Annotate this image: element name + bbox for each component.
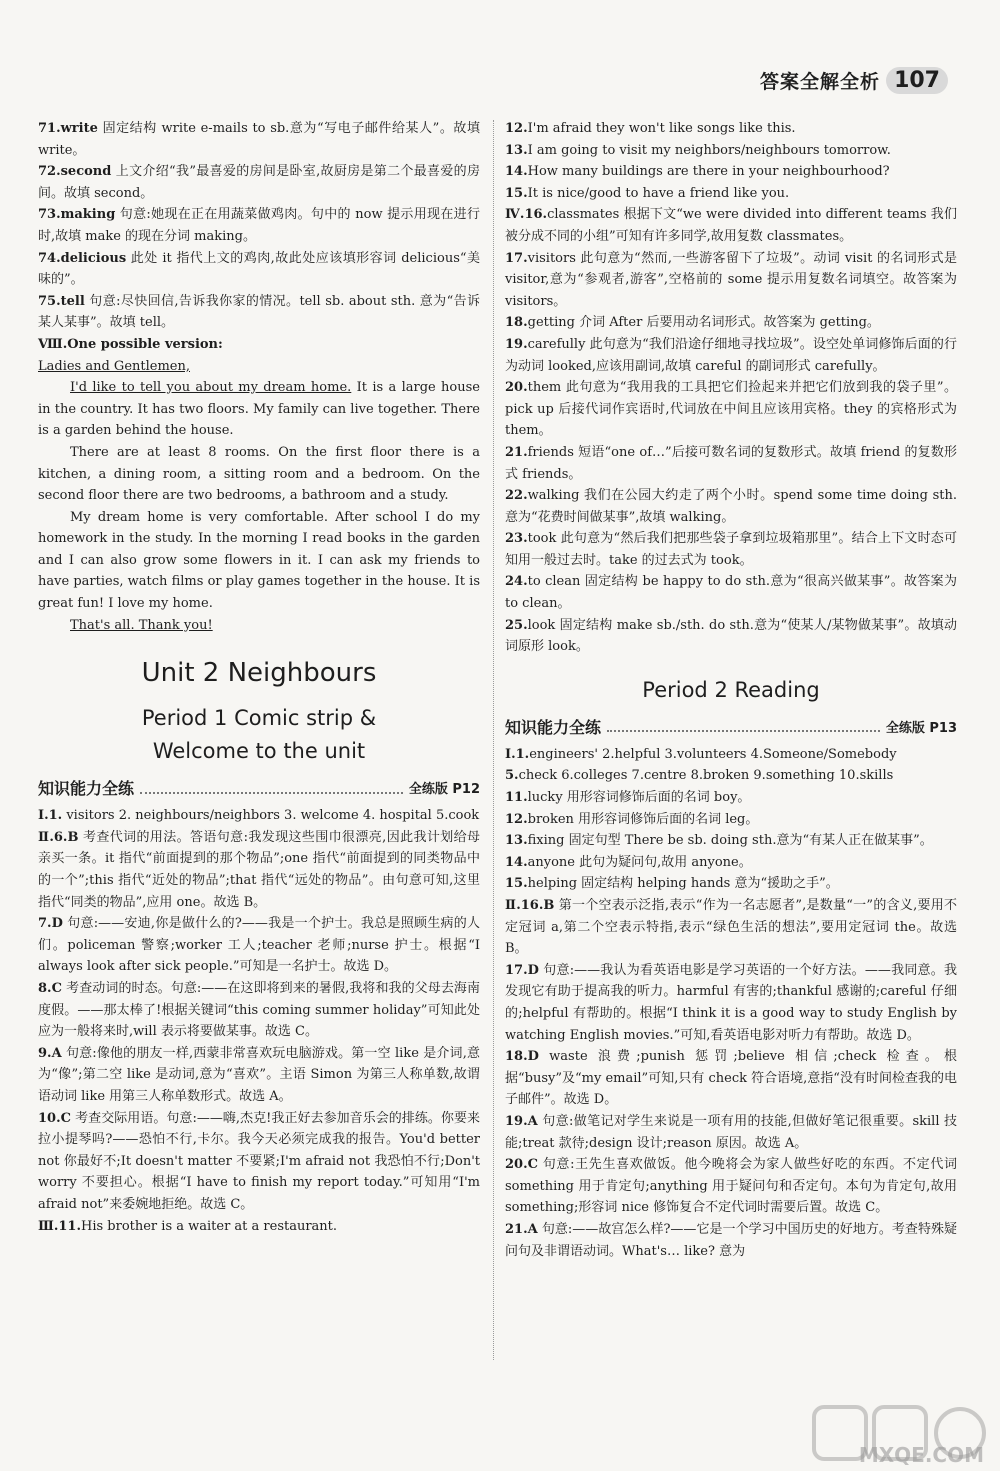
answer-item [505, 183, 957, 205]
essay-paragraph-1-rest: It is a large house in the country. It has two floors. My family can live together. There is a garden behind the house. [38, 380, 480, 439]
answer-item [505, 377, 957, 442]
answer-number: Ⅱ.16.B [505, 898, 555, 913]
answer-item [505, 615, 957, 658]
answer-item [505, 1046, 957, 1111]
answer-item [505, 571, 957, 614]
answer-number: 9.A [38, 1045, 62, 1061]
answer-explanation: 句意:——安迪,你是做什么的?——我是一个护士。我总是照顾生病的人们。policeman 警察;worker 工人;teacher 老师;nurse 护士。根据“I always look after sick people.”可知是一名护士。故选 D。 [38, 916, 480, 975]
answer-item [505, 873, 957, 895]
answer-item [505, 765, 957, 787]
section-label: 知识能力全练 [38, 779, 135, 799]
column-divider [493, 120, 494, 1360]
answer-number: 7.D [38, 916, 63, 932]
answer-explanation: look 固定结构 make sb./sth. do sth.意为“使某人/某物做某事”。故填动词原形 look。 [505, 617, 957, 655]
answer-list-12-25 [505, 118, 957, 658]
answer-explanation: 固定结构 write e-mails to sb.意为“写电子邮件给某人”。故填 write。 [38, 121, 480, 158]
answer-explanation: 句意:——故宫怎么样?——它是一个学习中国历史的好地方。考查特殊疑问句及非谓语动词。What's… like? 意为 [505, 1221, 957, 1259]
answer-item [505, 204, 957, 247]
answer-list-period-2 [505, 744, 957, 1262]
answer-explanation: walking 我们在公园大约走了两个小时。spend some time doing sth.意为“花费时间做某事”,故填 walking。 [505, 488, 957, 525]
answer-explanation: 句意:——我认为看英语电影是学习英语的一个好方法。——我同意。我发现它有助于提高我的听力。harmful 有害的;thankful 感谢的;careful 仔细的;helpful 有帮助的。根据“I think it is a good way to study English by watching English movies.”可知,看英语电影对听力有帮助。故选 D。 [505, 962, 957, 1043]
answer-number: Ⅰ.1. [505, 746, 530, 762]
answer-number: 13. [505, 833, 528, 849]
answer-item [505, 528, 957, 571]
answer-number: 17.D [505, 962, 539, 978]
answer-item [505, 1111, 957, 1154]
answer-item [38, 913, 480, 978]
answer-item [38, 1043, 480, 1108]
answer-explanation: them 此句意为“我用我的工具把它们捡起来并把它们放到我的袋子里”。pick up 后接代词作宾语时,代词放在中间且应该用宾格。they 的宾格形式为 them。 [505, 380, 957, 439]
answer-explanation: visitors 2. neighbours/neighbors 3. welcome 4. hospital 5.cook [62, 808, 480, 824]
period-1-title [38, 702, 480, 768]
answer-item [505, 830, 957, 852]
answer-item [38, 805, 480, 827]
watermark-text: MXQE.COM [858, 1443, 984, 1467]
answer-number: 17. [505, 250, 528, 266]
essay-greeting: Ladies and Gentlemen, [38, 358, 190, 374]
essay-paragraph-1 [38, 377, 480, 442]
essay-paragraph-3: My dream home is very comfortable. After school I do my homework in the study. In the morning I read books in the garden and I can also grow some flowers in it. I can ask my friends to have parties, watch films or play games together in the house. It is great fun! I love my home. [38, 509, 480, 612]
answer-item [38, 978, 480, 1043]
answer-number: 15. [505, 185, 528, 201]
answer-number: 8.C [38, 981, 62, 996]
answer-explanation: getting 介词 After 后要用动名词形式。故答案为 getting。 [527, 315, 880, 331]
left-column [38, 118, 480, 1237]
section-dots [140, 782, 403, 794]
answer-explanation: 句意:像他的朋友一样,西蒙非常喜欢玩电脑游戏。第一空 like 是介词,意为“像”;第二空 like 是动词,意为“喜欢”。主语 Simon 为第三人称单数,故谓语动词 like 用第三人称单数形式。故选 A。 [38, 1045, 480, 1104]
answer-item [505, 787, 957, 809]
answer-item [38, 161, 480, 204]
answer-item [38, 827, 480, 913]
answer-item [505, 1219, 957, 1262]
answer-explanation: 考查代词的用法。答语句意:我发现这些围巾很漂亮,因此我计划给母亲买一条。it 指代“前面提到的那个物品”;one 指代“前面提到的同类物品中的一个”;this 指代“近处的物品”;that 指代“远处的物品”。由句意可知,这里指代“同类的物品”,应用 one。故选 B。 [38, 829, 480, 910]
answer-list-71-75 [38, 118, 480, 334]
answer-number: 20.C [505, 1157, 538, 1173]
answer-number: 20. [505, 380, 528, 396]
answer-explanation: lucky 用形容词修饰后面的名词 boy。 [527, 790, 751, 806]
period-1-title-line-2: Welcome to the unit [152, 739, 366, 764]
answer-item [505, 852, 957, 874]
answer-number: 5. [505, 768, 519, 784]
section-dots [607, 720, 880, 732]
answer-explanation: carefully 此句意为“我们沿途仔细地寻找垃圾”。设空处单词修饰后面的行为动词 looked,应该用副词,故填 careful 的副词形式 carefully。 [505, 336, 957, 374]
answer-item [38, 291, 480, 334]
answer-item [505, 312, 957, 334]
answer-item [505, 334, 957, 377]
header-title: 答案全解全析 [760, 70, 881, 93]
answer-explanation: I'm afraid they won't like songs like this. [527, 121, 796, 136]
answer-explanation: helping 固定结构 helping hands 意为“援助之手”。 [527, 876, 839, 892]
answer-item [505, 809, 957, 831]
answer-number: 19. [505, 336, 528, 352]
answer-item [505, 161, 957, 183]
answer-number: 22. [505, 488, 528, 504]
section-ref: 全练版 P13 [885, 720, 957, 736]
answer-explanation: to clean 固定结构 be happy to do sth.意为“很高兴做某事”。故答案为 to clean。 [505, 574, 957, 612]
answer-number: 14. [505, 854, 528, 870]
answer-item [505, 485, 957, 528]
answer-item [505, 140, 957, 162]
answer-explanation: friends 短语“one of…”后接可数名词的复数形式。故填 friend 的复数形式 friends。 [505, 444, 957, 482]
answer-explanation: broken 用形容词修饰后面的名词 leg。 [527, 811, 759, 827]
answer-number: 12. [505, 811, 528, 827]
answer-number: Ⅰ.1. [38, 808, 63, 824]
answer-number: 18. [505, 315, 528, 331]
answer-number: 75.tell [38, 293, 85, 309]
answer-explanation: visitors 此句意为“然而,一些游客留下了垃圾”。动词 visit 的名词形式是 visitor,意为“参观者,游客”,空格前的 some 提示用复数名词填空。故答案为 visitors。 [505, 250, 957, 309]
right-column [505, 118, 957, 1262]
answer-explanation: 句意:做笔记对学生来说是一项有用的技能,但做好笔记很重要。skill 技能;treat 款待;design 设计;reason 原因。故选 A。 [505, 1113, 957, 1151]
answer-explanation: anyone 此句为疑问句,故用 anyone。 [527, 854, 752, 870]
answer-item [38, 1108, 480, 1216]
answer-list-period-1 [38, 805, 480, 1237]
answer-item [505, 895, 957, 960]
essay-closing: That's all. Thank you! [70, 617, 213, 633]
answer-explanation: fixing 固定句型 There be sb. doing sth.意为“有某人正在做某事”。 [527, 833, 933, 849]
answer-number: 72.second [38, 164, 112, 180]
answer-explanation: 句意:她现在正在用蔬菜做鸡肉。句中的 now 提示用现在进行时,故填 make 的现在分词 making。 [38, 207, 480, 244]
period-1-title-line-1: Period 1 Comic strip & [141, 706, 377, 731]
section-label: 知识能力全练 [505, 717, 602, 737]
answer-item [38, 118, 480, 161]
answer-item [505, 442, 957, 485]
answer-number: 25. [505, 617, 528, 633]
page-number: 107 [886, 67, 948, 94]
answer-explanation: waste 浪费;punish 惩罚;believe 相信;check 检查。根据“busy”及“my email”可知,只有 check 符合语境,意指“没有时间检查我的电子邮件”。故选 D。 [505, 1049, 957, 1108]
answer-number: Ⅲ.11. [38, 1218, 81, 1234]
answer-item [505, 960, 957, 1046]
answer-explanation: took 此句意为“然后我们把那些袋子拿到垃圾箱那里”。结合上下文时态可知用一般过去时。take 的过去式为 took。 [505, 531, 957, 568]
answer-explanation: It is nice/good to have a friend like you. [527, 185, 790, 201]
answer-item [505, 1154, 957, 1219]
answer-number: 71.write [38, 121, 98, 136]
answer-explanation: His brother is a waiter at a restaurant. [80, 1218, 338, 1234]
answer-item [505, 248, 957, 313]
essay-paragraph-2: There are at least 8 rooms. On the first floor there is a kitchen, a dining room, a sitting room and a bedroom. On the second floor there are two bedrooms, a bathroom and a study. [38, 444, 480, 504]
answer-item [505, 118, 957, 140]
essay-heading: Ⅷ.One possible version: [38, 336, 223, 352]
answer-number: 24. [505, 574, 528, 590]
unit-title: Unit 2 Neighbours [141, 658, 377, 689]
answer-item [38, 204, 480, 247]
answer-number: 19.A [505, 1113, 538, 1129]
answer-explanation: 此处 it 指代上文的鸡肉,故此处应该填形容词 delicious“美味的”。 [38, 250, 480, 288]
essay-topic-sentence: I'd like to tell you about my dream home. [70, 380, 352, 396]
answer-explanation: 句意:尽快回信,告诉我你家的情况。tell sb. about sth. 意为“告诉某人某事”。故填 tell。 [38, 293, 480, 331]
answer-explanation: 上文介绍“我”最喜爱的房间是卧室,故厨房是第二个最喜爱的房间。故填 second。 [38, 164, 480, 201]
answer-number: 15. [505, 876, 528, 892]
answer-number: Ⅳ.16. [505, 207, 548, 223]
answer-number: 11. [505, 790, 528, 806]
answer-explanation: 考查动词的时态。句意:——在这即将到来的暑假,我将和我的父母去海南度假。——那太棒了!根据关键词“this coming summer holiday”可知此处应为一般将来时,will 表示将要做某事。故选 C。 [38, 981, 480, 1040]
answer-explanation: 句意:王先生喜欢做饭。他今晚将会为家人做些好吃的东西。不定代词 something 用于肯定句;anything 用于疑问句和否定句。本句为肯定句,故用 something;形容词 nice 修饰复合不定代词时需要后置。故选 C。 [505, 1157, 957, 1216]
section-ref: 全练版 P12 [408, 782, 480, 798]
answer-number: 23. [505, 531, 528, 547]
answer-explanation: 第一个空表示泛指,表示“作为一名志愿者”,是数量“一”的含义,要用不定冠词 a,第二个空表示特指,表示“绿色生活的想法”,要用定冠词 the。故选 B。 [505, 898, 957, 957]
answer-number: 21. [505, 444, 528, 460]
period-2-title: Period 2 Reading [642, 677, 820, 702]
answer-explanation: classmates 根据下文“we were divided into different teams 我们被分成不同的小组”可知有许多同学,故用复数 classmates。 [505, 207, 957, 244]
answer-item [38, 1216, 480, 1238]
answer-number: 10.C [38, 1110, 71, 1126]
answer-number: 14. [505, 164, 528, 180]
answer-explanation: How many buildings are there in your neighbourhood? [527, 164, 890, 180]
answer-explanation: engineers' 2.helpful 3.volunteers 4.Someone/Somebody [529, 746, 897, 762]
answer-item [505, 744, 957, 766]
answer-number: 13. [505, 142, 528, 158]
answer-number: 74.delicious [38, 250, 127, 266]
answer-number: 12. [505, 121, 528, 136]
answer-number: Ⅱ.6.B [38, 829, 79, 845]
answer-item [38, 248, 480, 291]
answer-explanation: check 6.colleges 7.centre 8.broken 9.something 10.skills [518, 768, 894, 784]
section-header-p13 [505, 715, 957, 738]
answer-number: 73.making [38, 207, 116, 223]
answer-number: 18.D [505, 1049, 539, 1065]
page-header [760, 60, 948, 100]
section-header-p12 [38, 776, 480, 799]
answer-number: 21.A [505, 1221, 538, 1237]
answer-explanation: 考查交际用语。句意:——嗨,杰克!我正好去参加音乐会的排练。你要来拉小提琴吗?——恐怕不行,卡尔。我今天必须完成我的报告。You'd better not 你最好不;It doesn't matter 不要紧;I'm afraid not 我恐怕不行;Don't worry 不要担心。根据“I have to finish my report today.”可知用“I'm afraid not”来委婉地拒绝。故选 C。 [38, 1110, 480, 1212]
answer-explanation: I am going to visit my neighbors/neighbours tomorrow. [527, 142, 891, 158]
